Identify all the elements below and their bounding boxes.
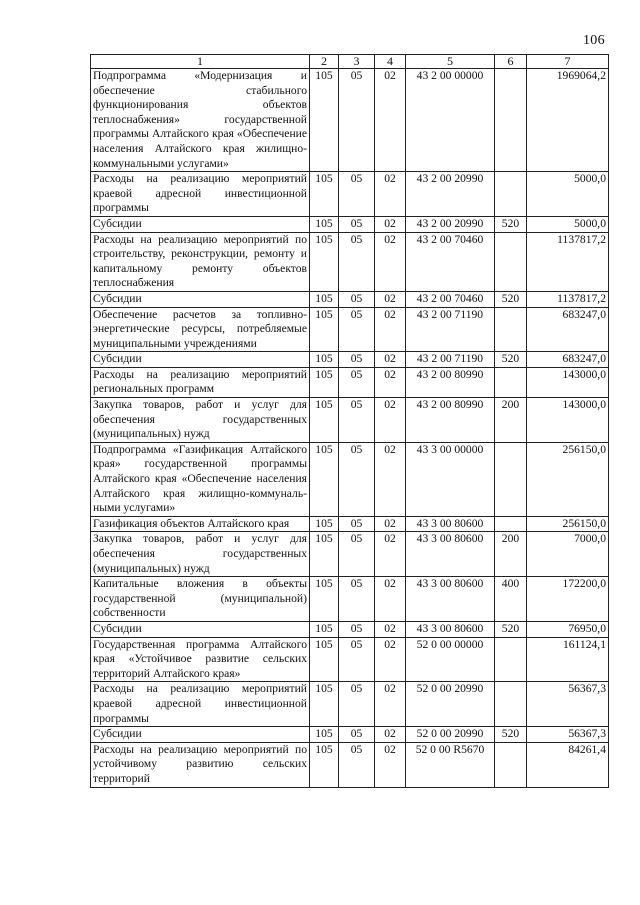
row-code: 105 xyxy=(310,352,339,368)
row-name: Расходы на реализацию мероприятий по строительству, реконструкции, ремонту и капитальному ремонту объектов теплоснабжения xyxy=(91,232,310,291)
table-header xyxy=(91,55,609,69)
row-expense-type xyxy=(495,742,527,787)
row-name: Подпрограмма «Газификация Алтайского края» государственной программы Алтайского края «Обеспечение населения Алтайского края жилищно-коммуналь-ными услугами» xyxy=(91,442,310,516)
row-amount: 56367,3 xyxy=(527,727,609,743)
row-code: 105 xyxy=(310,307,339,352)
row-subsection: 02 xyxy=(375,69,406,172)
row-expense-type xyxy=(495,442,527,516)
row-target-article: 43 2 00 20990 xyxy=(406,216,495,232)
row-subsection: 02 xyxy=(375,232,406,291)
row-target-article: 52 0 00 20990 xyxy=(406,682,495,727)
row-section: 05 xyxy=(339,172,375,217)
row-target-article: 43 3 00 00000 xyxy=(406,442,495,516)
row-name: Субсидии xyxy=(91,216,310,232)
row-expense-type: 520 xyxy=(495,352,527,368)
row-subsection: 02 xyxy=(375,516,406,532)
row-amount: 5000,0 xyxy=(527,172,609,217)
row-code: 105 xyxy=(310,532,339,577)
header-row xyxy=(91,55,609,69)
row-name: Закупка товаров, работ и услуг для обеспечения государственных (муниципальных) нужд xyxy=(91,398,310,443)
row-expense-type xyxy=(495,682,527,727)
row-subsection: 02 xyxy=(375,442,406,516)
row-subsection: 02 xyxy=(375,291,406,307)
row-section: 05 xyxy=(339,367,375,397)
row-section: 05 xyxy=(339,352,375,368)
table-row xyxy=(91,621,609,637)
row-expense-type xyxy=(495,172,527,217)
row-subsection: 02 xyxy=(375,367,406,397)
row-code: 105 xyxy=(310,682,339,727)
table-row xyxy=(91,742,609,787)
row-expense-type xyxy=(495,69,527,172)
table-row xyxy=(91,516,609,532)
row-name: Субсидии xyxy=(91,727,310,743)
row-code: 105 xyxy=(310,577,339,622)
row-amount: 7000,0 xyxy=(527,532,609,577)
row-amount: 161124,1 xyxy=(527,637,609,682)
row-expense-type xyxy=(495,367,527,397)
row-code: 105 xyxy=(310,172,339,217)
row-name: Субсидии xyxy=(91,621,310,637)
row-target-article: 43 2 00 00000 xyxy=(406,69,495,172)
row-target-article: 43 2 00 80990 xyxy=(406,398,495,443)
row-subsection: 02 xyxy=(375,172,406,217)
row-expense-type xyxy=(495,637,527,682)
row-target-article: 52 0 00 00000 xyxy=(406,637,495,682)
row-section: 05 xyxy=(339,682,375,727)
row-expense-type: 520 xyxy=(495,621,527,637)
row-name: Закупка товаров, работ и услуг для обеспечения государственных (муниципальных) нужд xyxy=(91,532,310,577)
row-code: 105 xyxy=(310,232,339,291)
row-amount: 84261,4 xyxy=(527,742,609,787)
row-subsection: 02 xyxy=(375,532,406,577)
row-expense-type: 520 xyxy=(495,216,527,232)
row-subsection: 02 xyxy=(375,577,406,622)
row-amount: 172200,0 xyxy=(527,577,609,622)
row-expense-type xyxy=(495,516,527,532)
table-row xyxy=(91,291,609,307)
row-subsection: 02 xyxy=(375,352,406,368)
row-amount: 143000,0 xyxy=(527,367,609,397)
row-name: Расходы на реализацию мероприятий по устойчивому развитию сельских территорий xyxy=(91,742,310,787)
row-section: 05 xyxy=(339,307,375,352)
row-subsection: 02 xyxy=(375,637,406,682)
row-amount: 683247,0 xyxy=(527,307,609,352)
row-subsection: 02 xyxy=(375,621,406,637)
row-amount: 76950,0 xyxy=(527,621,609,637)
row-section: 05 xyxy=(339,621,375,637)
row-section: 05 xyxy=(339,742,375,787)
row-target-article: 43 3 00 80600 xyxy=(406,532,495,577)
row-target-article: 43 2 00 71190 xyxy=(406,307,495,352)
row-amount: 56367,3 xyxy=(527,682,609,727)
table-row xyxy=(91,577,609,622)
row-expense-type: 520 xyxy=(495,291,527,307)
header-cell-code: 2 xyxy=(310,55,339,69)
row-code: 105 xyxy=(310,637,339,682)
table-row xyxy=(91,216,609,232)
row-target-article: 43 2 00 70460 xyxy=(406,291,495,307)
row-section: 05 xyxy=(339,637,375,682)
row-subsection: 02 xyxy=(375,307,406,352)
table-row xyxy=(91,442,609,516)
row-section: 05 xyxy=(339,232,375,291)
row-target-article: 43 2 00 80990 xyxy=(406,367,495,397)
table-row xyxy=(91,532,609,577)
row-target-article: 52 0 00 R5670 xyxy=(406,742,495,787)
table-row xyxy=(91,69,609,172)
table-row xyxy=(91,352,609,368)
table-row xyxy=(91,727,609,743)
row-subsection: 02 xyxy=(375,727,406,743)
row-section: 05 xyxy=(339,69,375,172)
row-subsection: 02 xyxy=(375,398,406,443)
table-row xyxy=(91,398,609,443)
row-section: 05 xyxy=(339,291,375,307)
row-target-article: 43 3 00 80600 xyxy=(406,516,495,532)
header-cell-amount: 7 xyxy=(527,55,609,69)
row-code: 105 xyxy=(310,367,339,397)
row-code: 105 xyxy=(310,742,339,787)
row-target-article: 43 2 00 71190 xyxy=(406,352,495,368)
row-amount: 256150,0 xyxy=(527,516,609,532)
row-amount: 143000,0 xyxy=(527,398,609,443)
row-amount: 1137817,2 xyxy=(527,291,609,307)
row-code: 105 xyxy=(310,291,339,307)
row-code: 105 xyxy=(310,398,339,443)
row-code: 105 xyxy=(310,442,339,516)
row-expense-type xyxy=(495,232,527,291)
row-code: 105 xyxy=(310,727,339,743)
table-row xyxy=(91,682,609,727)
header-cell-expense-type: 6 xyxy=(495,55,527,69)
row-expense-type xyxy=(495,307,527,352)
table-body xyxy=(91,69,609,788)
row-section: 05 xyxy=(339,398,375,443)
row-name: Субсидии xyxy=(91,291,310,307)
row-expense-type: 400 xyxy=(495,577,527,622)
table-row xyxy=(91,307,609,352)
row-amount: 1969064,2 xyxy=(527,69,609,172)
row-name: Государственная программа Алтайского края «Устойчивое развитие сельских территорий Алтайского края» xyxy=(91,637,310,682)
row-code: 105 xyxy=(310,516,339,532)
row-section: 05 xyxy=(339,577,375,622)
row-code: 105 xyxy=(310,216,339,232)
row-name: Расходы на реализацию мероприятий краевой адресной инвестиционной программы xyxy=(91,682,310,727)
row-target-article: 43 2 00 70460 xyxy=(406,232,495,291)
row-amount: 5000,0 xyxy=(527,216,609,232)
row-target-article: 52 0 00 20990 xyxy=(406,727,495,743)
row-section: 05 xyxy=(339,532,375,577)
row-expense-type: 200 xyxy=(495,398,527,443)
row-name: Подпрограмма «Модернизация и обеспечение стабильного функционирования объектов теплоснабжения» государственной программы Алтайского края «Обеспечение населения Алтайского края жилищно-коммунальными услугами» xyxy=(91,69,310,172)
header-cell-subsection: 4 xyxy=(375,55,406,69)
header-cell-target-article: 5 xyxy=(406,55,495,69)
row-section: 05 xyxy=(339,216,375,232)
row-expense-type: 200 xyxy=(495,532,527,577)
row-name: Обеспечение расчетов за топливно-энергетические ресурсы, потребляемые муниципальными учреждениями xyxy=(91,307,310,352)
budget-table xyxy=(90,54,609,788)
row-code: 105 xyxy=(310,621,339,637)
table-row xyxy=(91,367,609,397)
table-row xyxy=(91,232,609,291)
row-code: 105 xyxy=(310,69,339,172)
row-section: 05 xyxy=(339,727,375,743)
row-subsection: 02 xyxy=(375,216,406,232)
row-amount: 1137817,2 xyxy=(527,232,609,291)
row-name: Газификация объектов Алтайского края xyxy=(91,516,310,532)
row-target-article: 43 3 00 80600 xyxy=(406,621,495,637)
row-section: 05 xyxy=(339,516,375,532)
row-name: Субсидии xyxy=(91,352,310,368)
row-subsection: 02 xyxy=(375,742,406,787)
row-target-article: 43 3 00 80600 xyxy=(406,577,495,622)
table-row xyxy=(91,637,609,682)
row-amount: 256150,0 xyxy=(527,442,609,516)
table-row xyxy=(91,172,609,217)
row-section: 05 xyxy=(339,442,375,516)
row-name: Капитальные вложения в объекты государственной (муниципальной) собственности xyxy=(91,577,310,622)
page-number: 106 xyxy=(583,33,605,48)
row-expense-type: 520 xyxy=(495,727,527,743)
row-target-article: 43 2 00 20990 xyxy=(406,172,495,217)
header-cell-section: 3 xyxy=(339,55,375,69)
row-name: Расходы на реализацию мероприятий региональных программ xyxy=(91,367,310,397)
header-cell-name: 1 xyxy=(91,55,310,69)
row-amount: 683247,0 xyxy=(527,352,609,368)
row-name: Расходы на реализацию мероприятий краевой адресной инвестиционной программы xyxy=(91,172,310,217)
row-subsection: 02 xyxy=(375,682,406,727)
